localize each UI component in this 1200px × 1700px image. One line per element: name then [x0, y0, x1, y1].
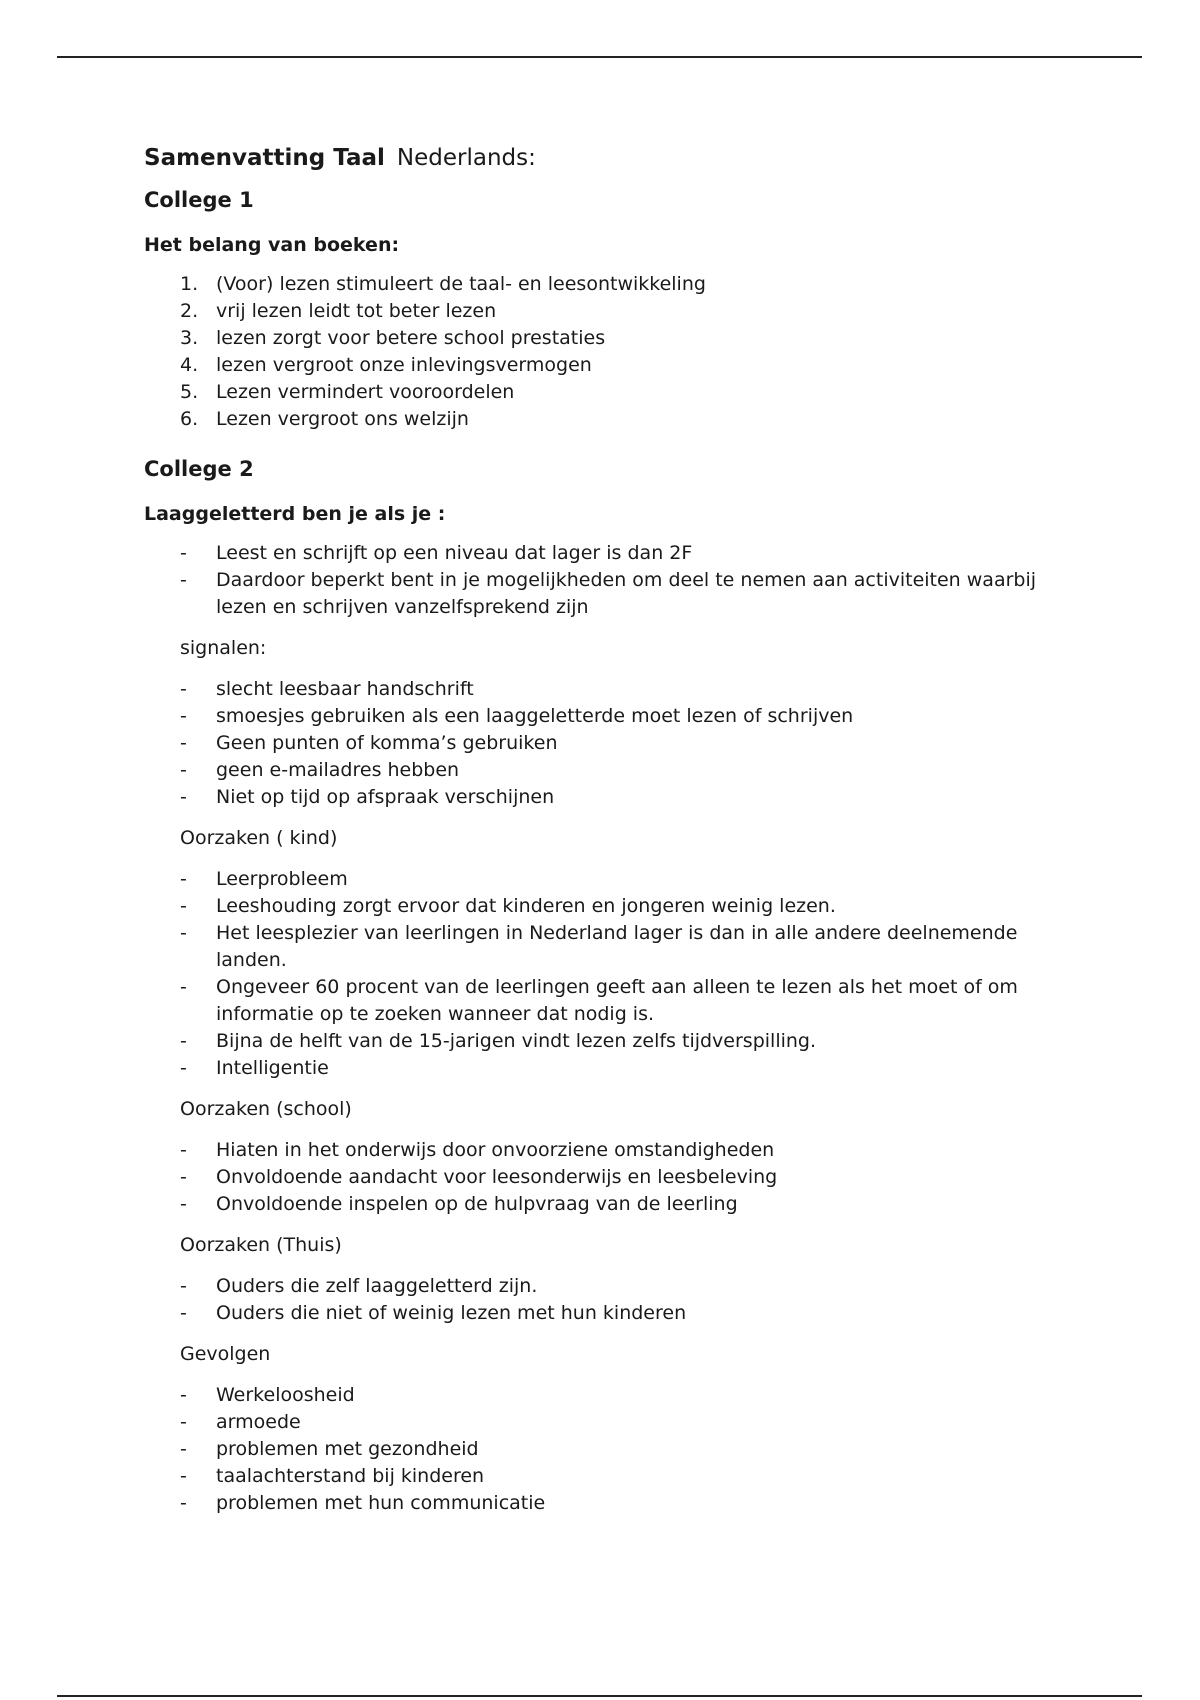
laaggeletterd-heading: Laaggeletterd ben je als je :	[144, 503, 446, 525]
list-item: - Leest en schrijft op een niveau dat lager is dan 2F	[180, 542, 693, 564]
list-item: - Ongeveer 60 procent van de leerlingen geeft aan alleen te lezen als het moet of om informatie op te zoeken wanneer dat nodig is.	[180, 976, 1018, 1025]
list-item: - Intelligentie	[180, 1057, 329, 1079]
list-item: - slecht leesbaar handschrift	[180, 678, 474, 700]
list-item: 4. lezen vergroot onze inlevingsvermogen	[180, 354, 592, 376]
list-item: 2. vrij lezen leidt tot beter lezen	[180, 300, 497, 322]
belang-boeken-list	[144, 271, 1044, 433]
list-item: 3. lezen zorgt voor betere school prestaties	[180, 327, 606, 349]
definition-list	[144, 540, 1044, 621]
header-rule	[57, 56, 1142, 58]
gevolgen-label: Gevolgen	[180, 1343, 271, 1365]
oorzaken-kind-label: Oorzaken ( kind)	[180, 827, 338, 849]
list-item: - Leeshouding zorgt ervoor dat kinderen en jongeren weinig lezen.	[180, 895, 836, 917]
oorzaken-thuis-list	[144, 1273, 1044, 1327]
oorzaken-school-label: Oorzaken (school)	[180, 1098, 352, 1120]
college-1-heading: College 1	[144, 188, 254, 212]
list-item: - geen e-mailadres hebben	[180, 759, 460, 781]
list-item: - problemen met hun communicatie	[180, 1492, 546, 1514]
signalen-list	[144, 676, 1044, 811]
list-item: - Niet op tijd op afspraak verschijnen	[180, 786, 555, 808]
list-item: - Hiaten in het onderwijs door onvoorziene omstandigheden	[180, 1139, 775, 1161]
list-item: - Het leesplezier van leerlingen in Nederland lager is dan in alle andere deelnemende landen.	[180, 922, 1018, 971]
list-item: - taalachterstand bij kinderen	[180, 1465, 485, 1487]
oorzaken-kind-list	[144, 866, 1044, 1082]
gevolgen-list	[144, 1382, 1044, 1517]
signalen-label: signalen:	[180, 637, 267, 659]
list-item: - Geen punten of komma’s gebruiken	[180, 732, 558, 754]
document-body	[144, 138, 1044, 1531]
list-item: - Leerprobleem	[180, 868, 348, 890]
title-bold-part: Samenvatting Taal	[144, 145, 385, 171]
list-item: 5. Lezen vermindert vooroordelen	[180, 381, 515, 403]
oorzaken-school-list	[144, 1137, 1044, 1218]
list-item: - smoesjes gebruiken als een laaggeletterde moet lezen of schrijven	[180, 705, 854, 727]
list-item: 6. Lezen vergroot ons welzijn	[180, 408, 469, 430]
footer-rule	[57, 1695, 1142, 1697]
list-item: - Werkeloosheid	[180, 1384, 355, 1406]
list-item: - Onvoldoende aandacht voor leesonderwijs en leesbeleving	[180, 1166, 778, 1188]
oorzaken-thuis-label: Oorzaken (Thuis)	[180, 1234, 342, 1256]
list-item: - Onvoldoende inspelen op de hulpvraag van de leerling	[180, 1193, 738, 1215]
list-item: - armoede	[180, 1411, 301, 1433]
document-title	[144, 138, 1044, 178]
list-item: - Ouders die niet of weinig lezen met hun kinderen	[180, 1302, 687, 1324]
college-2-heading: College 2	[144, 457, 254, 481]
list-item: - Daardoor beperkt bent in je mogelijkheden om deel te nemen aan activiteiten waarbij lezen en schrijven vanzelfsprekend zijn	[180, 569, 1037, 618]
list-item: 1. (Voor) lezen stimuleert de taal- en leesontwikkeling	[180, 273, 706, 295]
list-item: - problemen met gezondheid	[180, 1438, 479, 1460]
list-item: - Ouders die zelf laaggeletterd zijn.	[180, 1275, 538, 1297]
belang-boeken-heading: Het belang van boeken:	[144, 234, 400, 256]
title-normal-part: Nederlands:	[396, 145, 536, 171]
list-item: - Bijna de helft van de 15-jarigen vindt lezen zelfs tijdverspilling.	[180, 1030, 817, 1052]
